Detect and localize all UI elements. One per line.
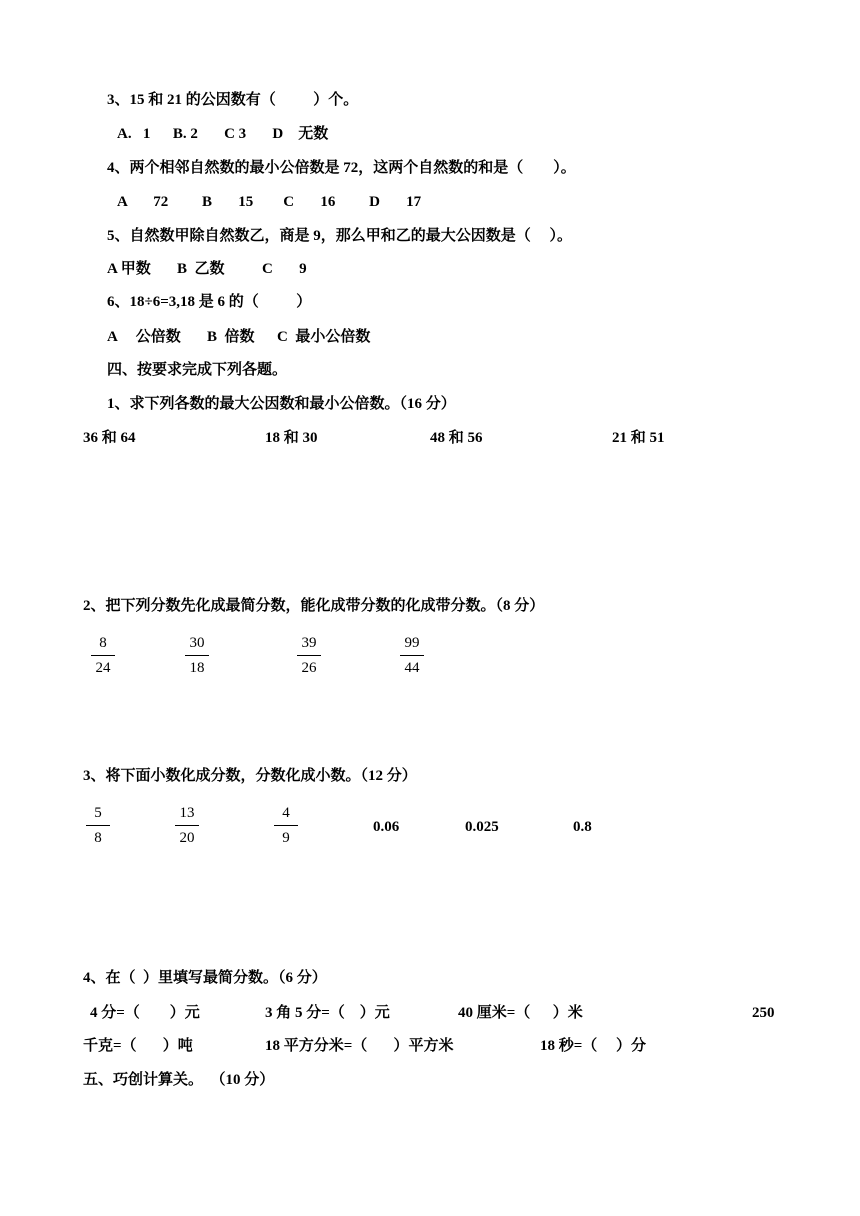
p2-title: 2、把下列分数先化成最简分数，能化成带分数的化成带分数。（8 分） bbox=[83, 598, 545, 614]
q4-question: 4、两个相邻自然数的最小公倍数是 72，这两个自然数的和是（ ）。 bbox=[107, 160, 576, 176]
fraction-bar bbox=[185, 655, 209, 656]
p4-blank: 千克=（ ）吨 bbox=[83, 1038, 193, 1054]
fraction bbox=[269, 804, 303, 848]
p4-blank: 250 bbox=[752, 1005, 775, 1021]
fraction-denominator: 9 bbox=[282, 830, 290, 846]
fraction bbox=[180, 634, 214, 678]
fraction bbox=[86, 634, 120, 678]
p3-title: 3、将下面小数化成分数，分数化成小数。（12 分） bbox=[83, 768, 417, 784]
p4-title: 4、在（ ）里填写最简分数。（6 分） bbox=[83, 970, 327, 986]
fraction-denominator: 44 bbox=[404, 660, 420, 676]
q3-options: A. 1 B. 2 C 3 D 无数 bbox=[117, 126, 329, 142]
p4-blank: 40 厘米=（ ）米 bbox=[458, 1005, 583, 1021]
p1-title: 1、求下列各数的最大公因数和最小公倍数。（16 分） bbox=[107, 396, 456, 412]
q3-question: 3、15 和 21 的公因数有（ ）个。 bbox=[107, 92, 359, 108]
fraction-denominator: 20 bbox=[179, 830, 195, 846]
section5-title: 五、巧创计算关。 （10 分） bbox=[83, 1072, 275, 1088]
fraction-bar bbox=[274, 825, 298, 826]
fraction-denominator: 26 bbox=[301, 660, 317, 676]
fraction-numerator: 99 bbox=[404, 635, 420, 651]
fraction-bar bbox=[91, 655, 115, 656]
q6-options: A 公倍数 B 倍数 C 最小公倍数 bbox=[107, 329, 371, 345]
q5-question: 5、自然数甲除自然数乙，商是 9，那么甲和乙的最大公因数是（ ）。 bbox=[107, 228, 573, 244]
decimal-value: 0.025 bbox=[465, 819, 499, 835]
fraction bbox=[292, 634, 326, 678]
fraction-numerator: 13 bbox=[179, 805, 195, 821]
p4-blank: 3 角 5 分=（ ）元 bbox=[265, 1005, 390, 1021]
fraction-denominator: 8 bbox=[94, 830, 102, 846]
fraction-numerator: 39 bbox=[301, 635, 317, 651]
fraction-bar bbox=[175, 825, 199, 826]
p4-blank: 18 秒=（ ）分 bbox=[540, 1038, 647, 1054]
fraction bbox=[81, 804, 115, 848]
fraction-numerator: 30 bbox=[189, 635, 205, 651]
fraction-numerator: 8 bbox=[99, 635, 107, 651]
p4-blank: 18 平方分米=（ ）平方米 bbox=[265, 1038, 454, 1054]
fraction-bar bbox=[297, 655, 321, 656]
fraction-bar bbox=[400, 655, 424, 656]
fraction bbox=[395, 634, 429, 678]
q5-options: A 甲数 B 乙数 C 9 bbox=[107, 261, 307, 277]
p1-item: 21 和 51 bbox=[612, 430, 665, 446]
decimal-value: 0.8 bbox=[573, 819, 592, 835]
p1-item: 18 和 30 bbox=[265, 430, 318, 446]
q4-options: A 72 B 15 C 16 D 17 bbox=[117, 194, 422, 210]
fraction-denominator: 18 bbox=[189, 660, 205, 676]
fraction-numerator: 5 bbox=[94, 805, 102, 821]
q6-question: 6、18÷6=3,18 是 6 的（ ） bbox=[107, 294, 312, 310]
p1-item: 36 和 64 bbox=[83, 430, 136, 446]
section4-title: 四、按要求完成下列各题。 bbox=[107, 362, 288, 378]
fraction-denominator: 24 bbox=[95, 660, 111, 676]
fraction-bar bbox=[86, 825, 110, 826]
p1-item: 48 和 56 bbox=[430, 430, 483, 446]
decimal-value: 0.06 bbox=[373, 819, 400, 835]
fraction bbox=[170, 804, 204, 848]
fraction-numerator: 4 bbox=[282, 805, 290, 821]
p4-blank: 4 分=（ ）元 bbox=[90, 1005, 200, 1021]
